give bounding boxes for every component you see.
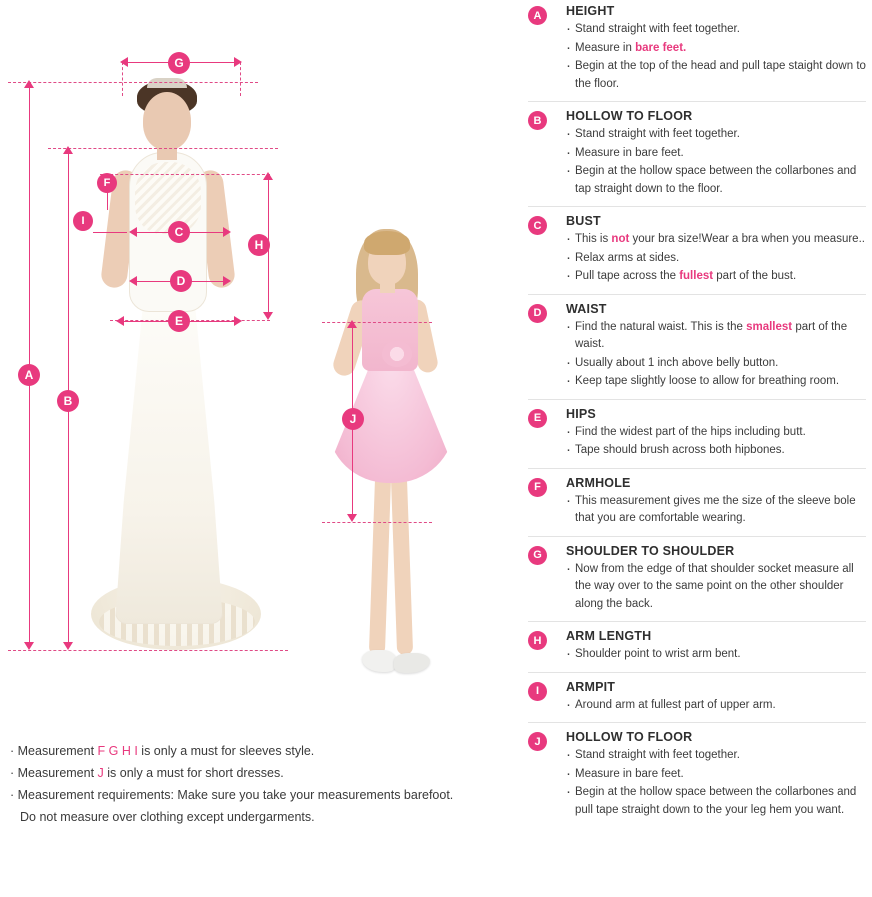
note-sub: Do not measure over clothing except undergarments. [20, 810, 315, 824]
item-text: Relax arms at sides. [575, 251, 680, 264]
section-badge-g: G [528, 546, 547, 565]
bust-arrow-left [129, 227, 137, 237]
marker-e: E [168, 310, 190, 332]
note-item: · Measurement J is only a must for short dresses. [10, 766, 284, 780]
list-item [566, 442, 866, 460]
item-text: part of the bust. [713, 270, 797, 282]
hips-arrow-left [116, 316, 124, 326]
instruction-section-i [528, 680, 866, 715]
hips-arrow-right [234, 316, 242, 326]
item-emphasis: smallest [746, 320, 793, 333]
section-title-j: HOLLOW TO FLOOR [566, 730, 693, 744]
marker-j: J [342, 408, 364, 430]
list-item [566, 250, 866, 268]
girl-right-shoe [394, 653, 430, 673]
girl-hair-front [364, 231, 410, 255]
item-text: Now from the edge of that shoulder socket measure all the way over to the same point on the other shoulder along the back. [575, 562, 854, 610]
hollow-arrow-bottom [63, 642, 73, 650]
item-text: Begin at the hollow space between the collarbones and pull tape straight down to the your leg hem you want. [575, 786, 857, 816]
instruction-section-b [528, 109, 866, 198]
section-badge-d: D [528, 304, 547, 323]
section-badge-b: B [528, 111, 547, 130]
short-dress-figure [320, 225, 470, 695]
list-item [566, 163, 866, 198]
height-arrow-top [24, 80, 34, 88]
instruction-section-g [528, 544, 866, 614]
item-text: This measurement gives me the size of the sleeve bole that you are comfortable wearing. [575, 494, 856, 524]
item-text: Keep tape slightly loose to allow for breathing room. [575, 375, 840, 387]
marker-a: A [18, 364, 40, 386]
shoulder-arrow-right [234, 57, 242, 67]
section-title-g: SHOULDER TO SHOULDER [566, 543, 735, 558]
section-list-i [554, 697, 866, 715]
list-item [566, 268, 866, 286]
j-arrow-top [347, 320, 357, 328]
item-text: Tape should brush across both hipbones. [575, 444, 785, 456]
section-list-b [554, 126, 866, 198]
waist-arrow-right [223, 276, 231, 286]
item-text: Begin at the top of the head and pull tape staight down to the floor. [575, 60, 866, 90]
item-text: Usually about 1 inch above belly button. [575, 356, 779, 369]
divider [528, 101, 866, 102]
section-list-h [554, 646, 866, 664]
item-text: Around arm at fullest part of upper arm. [575, 698, 776, 711]
note-prefix: Measurement requirements: Make sure you take your measurements barefoot. [17, 788, 454, 802]
list-item [566, 747, 866, 765]
item-text: Stand straight with feet together. [575, 749, 740, 761]
list-item [566, 697, 866, 715]
item-text: Find the widest part of the hips including butt. [575, 425, 806, 438]
marker-g: G [168, 52, 190, 74]
instruction-section-h [528, 629, 866, 664]
hollow-arrow-top [63, 146, 73, 154]
item-emphasis: bare feet. [635, 41, 687, 54]
instruction-section-d [528, 302, 866, 391]
note-highlight: F G H I [97, 744, 138, 758]
list-item [566, 424, 866, 442]
girl-left-shoe [362, 650, 396, 672]
guide-girl-hem [322, 522, 432, 523]
bride-head [143, 92, 191, 150]
list-item [566, 766, 866, 784]
list-item [566, 126, 866, 144]
divider [528, 468, 866, 469]
section-badge-h: H [528, 631, 547, 650]
divider [528, 672, 866, 673]
marker-c: C [168, 221, 190, 243]
girl-left-leg [369, 475, 391, 655]
marker-h: H [248, 234, 270, 256]
section-badge-e: E [528, 409, 547, 428]
divider [528, 536, 866, 537]
girl-right-leg [391, 475, 413, 655]
item-text: part of the waist. [575, 320, 848, 350]
list-item [566, 355, 866, 373]
section-badge-i: I [528, 682, 547, 701]
section-list-j [554, 747, 866, 819]
item-text: Measure in bare feet. [575, 767, 684, 780]
list-item [566, 319, 866, 354]
item-text: Pull tape across the [575, 270, 680, 282]
section-list-f [554, 493, 866, 528]
marker-i: I [73, 211, 93, 231]
marker-d: D [170, 270, 192, 292]
footer-notes [0, 740, 520, 828]
divider [528, 399, 866, 400]
list-item [566, 58, 866, 93]
guide-girl-hollow [322, 322, 432, 323]
item-text: Measure in bare feet. [575, 146, 684, 159]
section-badge-f: F [528, 478, 547, 497]
divider [528, 294, 866, 295]
item-text: Stand straight with feet together. [575, 23, 740, 35]
guide-shoulder-right [240, 62, 241, 96]
note-suffix: is only a must for sleeves style. [137, 744, 315, 758]
marker-f: F [97, 173, 117, 193]
list-item [566, 40, 866, 58]
shoulder-arrow-left [120, 57, 128, 67]
waist-arrow-left [129, 276, 137, 286]
item-text: Shoulder point to wrist arm bent. [575, 648, 741, 660]
note-suffix: is only a must for short dresses. [103, 766, 284, 780]
section-title-i: ARMPIT [566, 679, 616, 694]
arm-arrow-top [263, 172, 273, 180]
section-title-h: ARM LENGTH [566, 629, 652, 643]
note-item: · Measurement F G H I is only a must for sleeves style. [10, 744, 315, 758]
bust-arrow-right [223, 227, 231, 237]
guide-floor [8, 650, 288, 651]
section-list-d [554, 319, 866, 391]
instruction-section-f [528, 476, 866, 528]
guide-armhole [100, 174, 270, 175]
item-text: your bra size!Wear a bra when you measure.. [629, 233, 865, 245]
section-title-a: HEIGHT [566, 4, 615, 18]
list-item [566, 784, 866, 819]
gown-lace [135, 162, 201, 234]
section-list-a [554, 21, 866, 93]
instructions-panel [528, 0, 872, 897]
instruction-section-a [528, 4, 866, 93]
item-text: Measure in [575, 41, 636, 54]
divider [528, 722, 866, 723]
section-list-e [554, 424, 866, 460]
gown-skirt [115, 304, 223, 624]
marker-b: B [57, 390, 79, 412]
list-item [566, 493, 866, 528]
list-item [566, 145, 866, 163]
note-prefix: Measurement [17, 766, 98, 780]
j-arrow-bottom [347, 514, 357, 522]
list-item [566, 231, 866, 249]
guide-top-head [8, 82, 258, 83]
section-title-d: WAIST [566, 301, 607, 316]
instruction-section-j [528, 730, 866, 819]
item-emphasis: fullest [679, 270, 714, 282]
armpit-line-i [93, 232, 127, 233]
divider [528, 621, 866, 622]
item-text: Find the natural waist. This is the [575, 320, 747, 333]
bride-figure [85, 78, 275, 658]
section-badge-c: C [528, 216, 547, 235]
guide-shoulder-left [122, 62, 123, 96]
item-text: Begin at the hollow space between the collarbones and tap straight down to the floor. [575, 165, 857, 195]
note-highlight: J [97, 766, 104, 780]
section-badge-j: J [528, 732, 547, 751]
section-title-b: HOLLOW TO FLOOR [566, 109, 693, 123]
note-item: · Measurement requirements: Make sure you take your measurements barefoot. [10, 788, 454, 802]
list-item [566, 646, 866, 664]
section-list-c [554, 231, 866, 286]
item-emphasis: not [611, 233, 630, 245]
section-list-g [554, 561, 866, 614]
item-text: Stand straight with feet together. [575, 128, 740, 140]
guide-hollow [48, 148, 278, 149]
height-arrow-bottom [24, 642, 34, 650]
instruction-section-e [528, 407, 866, 460]
instruction-section-c [528, 214, 866, 286]
note-prefix: Measurement [17, 744, 98, 758]
list-item [566, 373, 866, 391]
bride-tiara [147, 78, 187, 88]
dress-flower [382, 341, 412, 367]
section-badge-a: A [528, 6, 547, 25]
section-title-e: HIPS [566, 406, 596, 421]
divider [528, 206, 866, 207]
list-item [566, 561, 866, 614]
item-text: This is [575, 233, 612, 245]
arm-arrow-bottom [263, 312, 273, 320]
section-title-f: ARMHOLE [566, 475, 631, 490]
section-title-c: BUST [566, 214, 601, 228]
list-item [566, 21, 866, 39]
